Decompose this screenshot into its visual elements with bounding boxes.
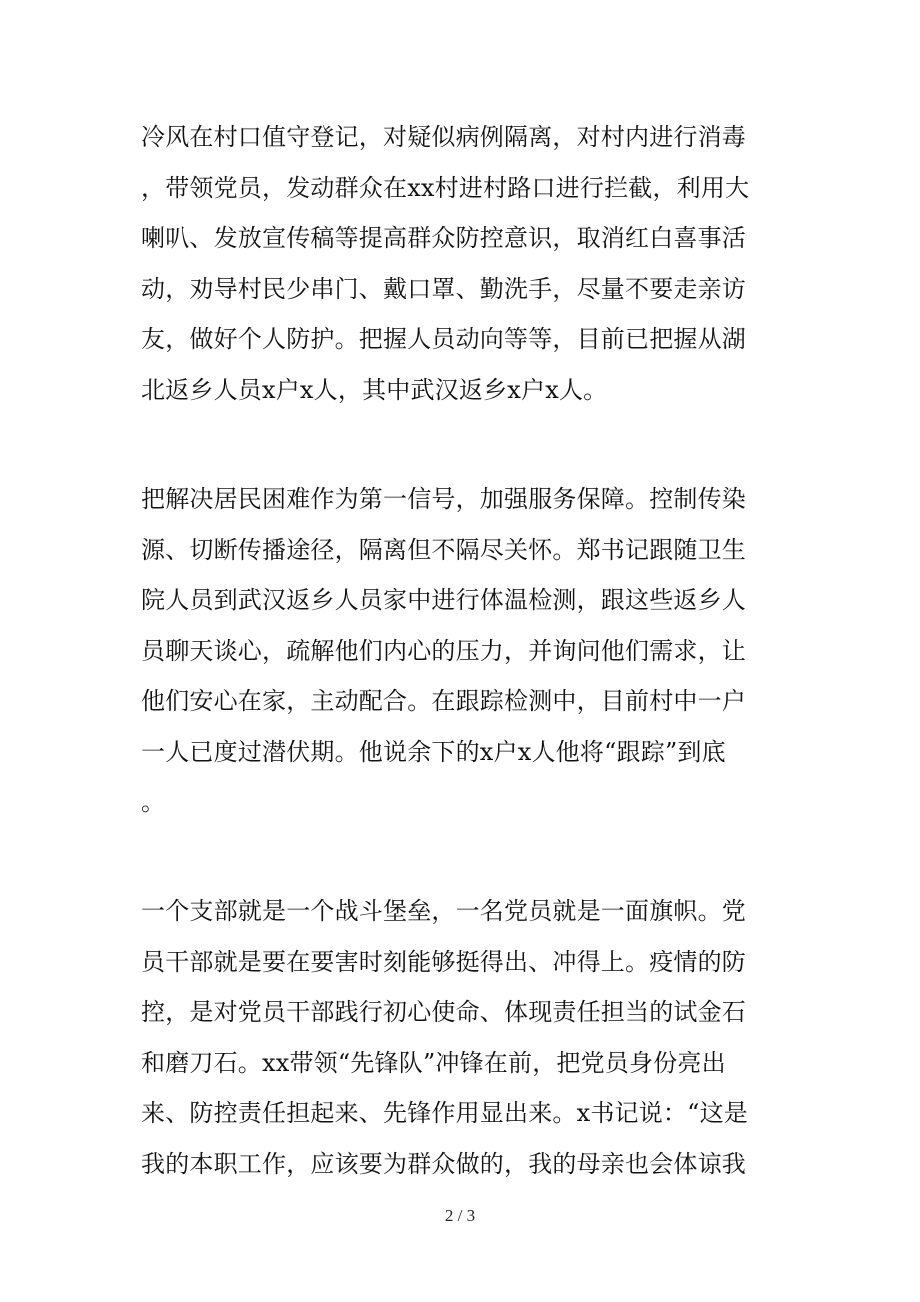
text-line: 院人员到武汉返乡人员家中进行体温检测，跟这些返乡人 [141,586,746,614]
paragraph-3 [141,886,781,1189]
text-line: 来、防控责任担起来、先锋作用显出来。x书记说：“这是 [141,1099,749,1127]
text-line: 一人已度过潜伏期。他说余下的x户x人他将“跟踪”到底 [141,737,726,766]
text-line: 员干部就是要在要害时刻能够挺得出、冲得上。疫情的防 [141,947,746,976]
text-line: 他们安心在家，主动配合。在跟踪检测中，目前村中一户 [141,687,746,715]
text-line: 我的本职工作，应该要为群众做的，我的母亲也会体谅我 [141,1149,746,1178]
text-line: 动，劝导村民少串门、戴口罩、勤洗手，尽量不要走亲访 [141,274,746,303]
text-line: ，带领党员，发动群众在xx村进村路口进行拦截，利用大 [141,173,750,202]
text-line: 友，做好个人防护。把握人员动向等等，目前已把握从湖 [141,325,746,353]
text-line: 源、切断传播途径，隔离但不隔尽关怀。郑书记跟随卫生 [141,535,746,564]
text-line: 冷风在村口值守登记，对疑似病例隔离，对村内进行消毒 [141,123,746,151]
page-number: 2 / 3 [444,1206,476,1225]
text-line: 把解决居民困难作为第一信号，加强服务保障。控制传染 [141,485,746,513]
text-line: 北返乡人员x户x人，其中武汉返乡x户x人。 [141,375,608,404]
paragraph-1 [141,112,781,415]
text-line: 一个支部就是一个战斗堡垒，一名党员就是一面旗帜。党 [141,897,746,925]
paragraph-2 [141,474,781,828]
text-line: 控，是对党员干部践行初心使命、体现责任担当的试金石 [141,998,746,1026]
text-line: 喇叭、发放宣传稿等提高群众防控意识，取消红白喜事活 [141,224,746,252]
text-line: 员聊天谈心，疏解他们内心的压力，并询问他们需求，让 [141,636,746,665]
text-line: 。 [141,788,166,816]
text-line: 和磨刀石。xx带领“先锋队”冲锋在前，把党员身份亮出 [141,1048,726,1077]
